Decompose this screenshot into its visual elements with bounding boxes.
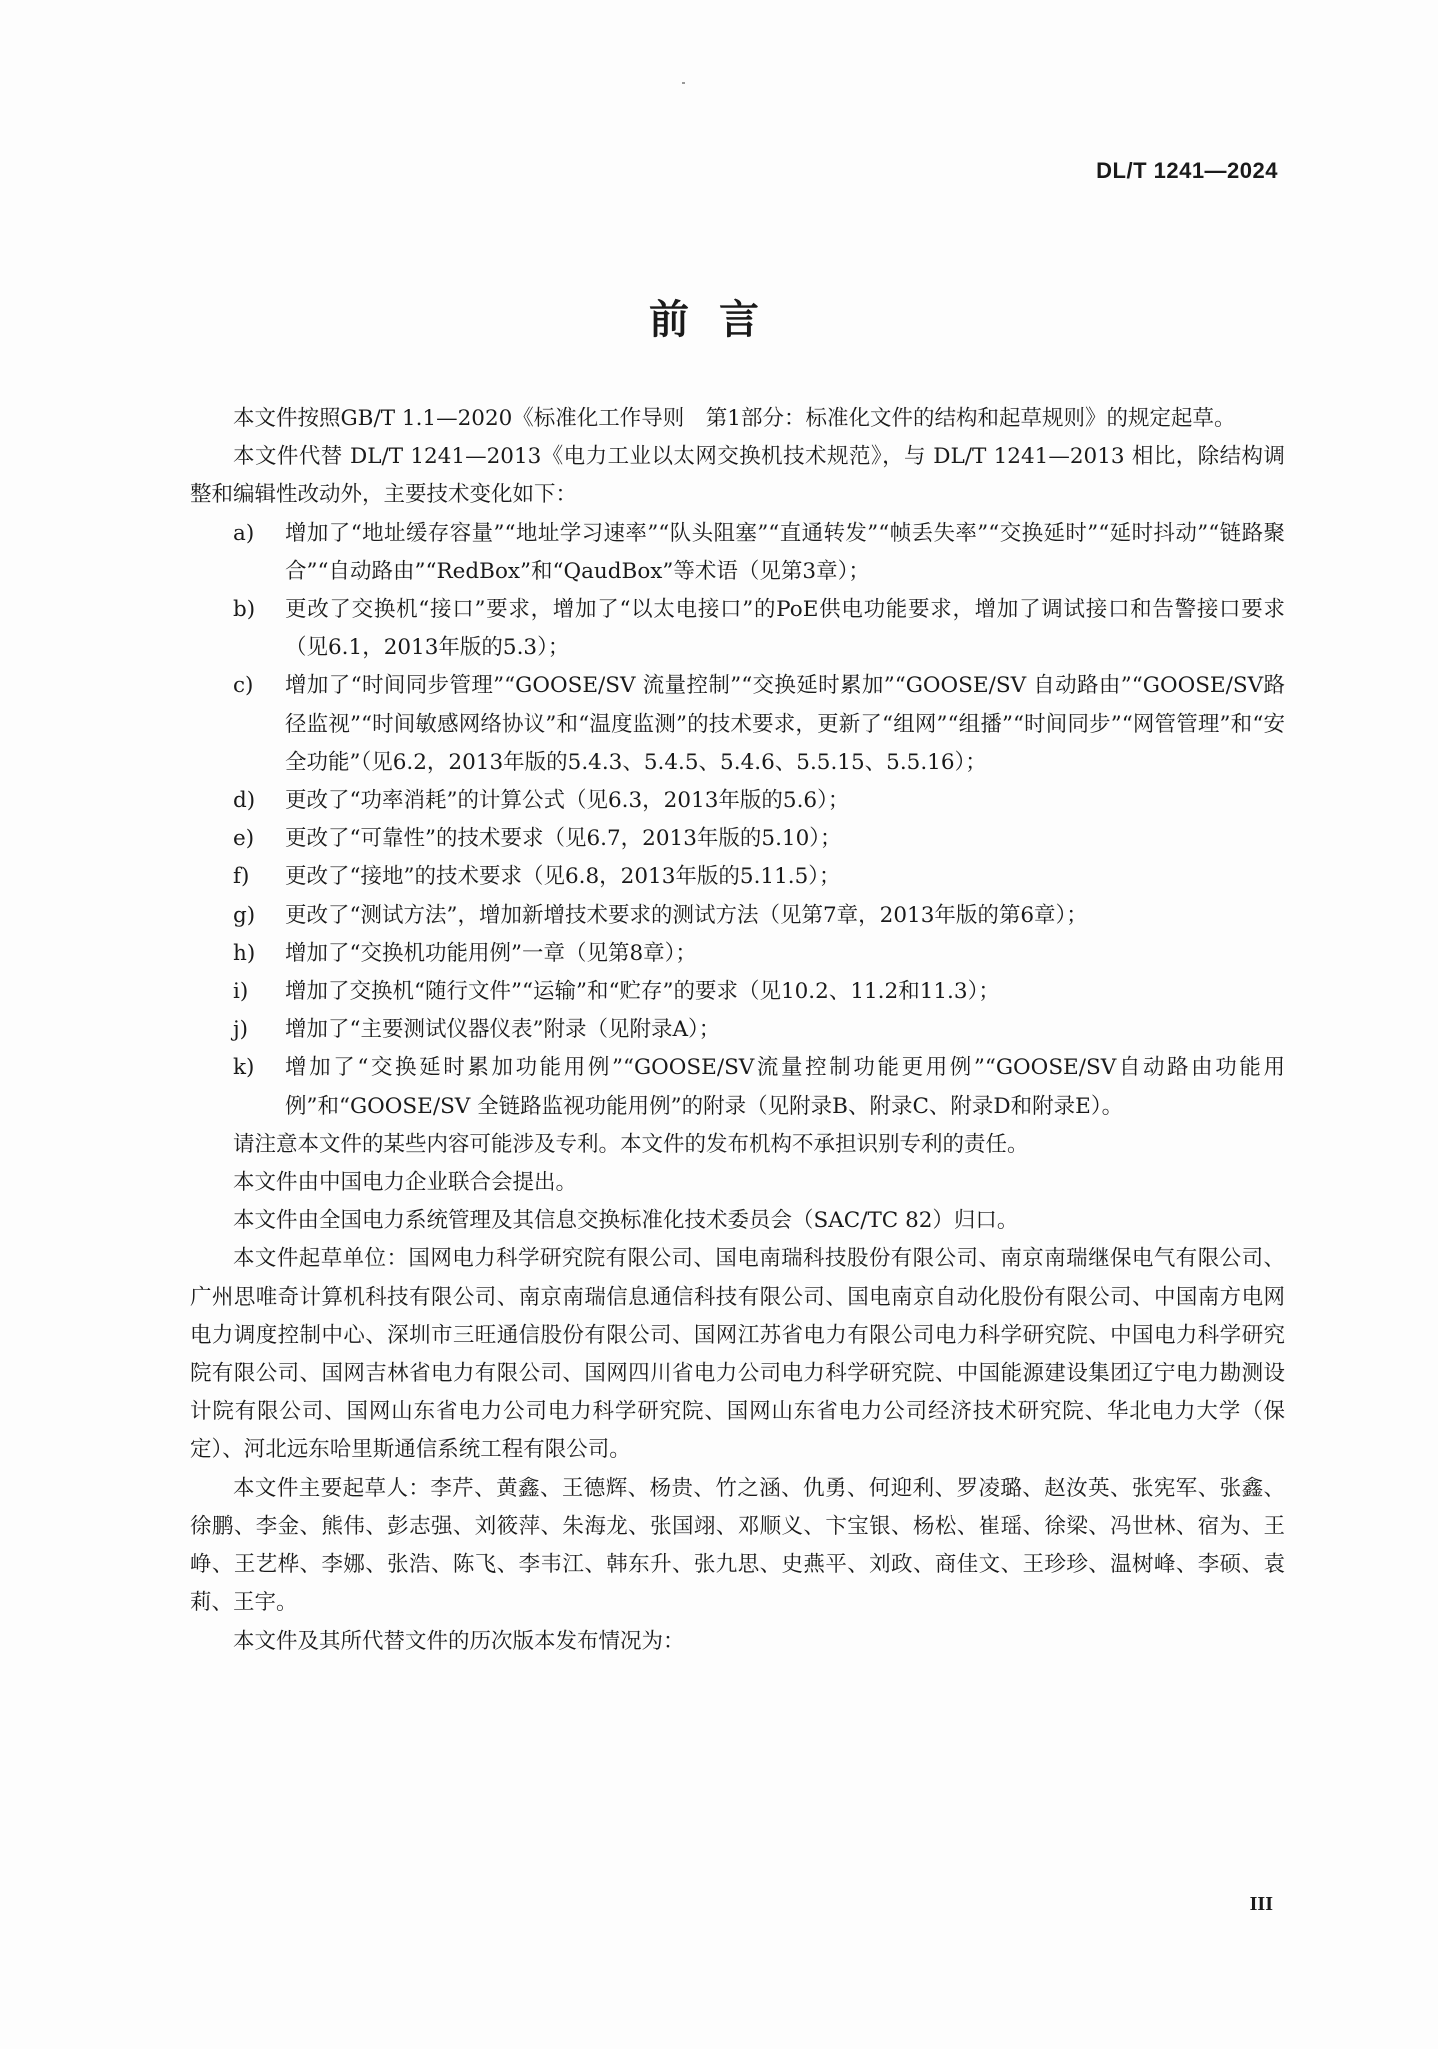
page-number: III xyxy=(1249,1893,1273,1915)
list-item-text: 更改了交换机“接口”要求，增加了“以太电接口”的PoE供电功能要求，增加了调试接口和告警接口要求（见6.1，2013年版的5.3）； xyxy=(285,597,1285,661)
list-item-text: 增加了“主要测试仪器仪表”附录（见附录A）； xyxy=(285,1017,721,1043)
list-item xyxy=(190,858,1285,896)
list-marker: g) xyxy=(233,902,256,928)
document-code: DL/T 1241—2024 xyxy=(1096,158,1278,183)
version-history-intro: 本文件及其所代替文件的历次版本发布情况为： xyxy=(233,1628,685,1654)
proposer-statement: 本文件由中国电力企业联合会提出。 xyxy=(233,1170,578,1196)
list-marker: b) xyxy=(233,597,256,623)
list-marker: f) xyxy=(233,864,250,890)
list-marker: h) xyxy=(233,940,256,966)
drafting-units: 本文件起草单位：国网电力科学研究院有限公司、国电南瑞科技股份有限公司、南京南瑞继保电气有限公司、广州思唯奇计算机科技有限公司、南京南瑞信息通信科技有限公司、国电南京自动化股份有限公司、中国南方电网电力调度控制中心、深圳市三旺通信股份有限公司、国网江苏省电力有限公司电力科学研究院、中国电力科学研究院有限公司、国网吉林省电力有限公司、国网四川省电力公司电力科学研究院、中国能源建设集团辽宁电力勘测设计院有限公司、国网山东省电力公司电力科学研究院、国网山东省电力公司经济技术研究院、华北电力大学（保定）、河北远东哈里斯通信系统工程有限公司。 xyxy=(190,1246,1285,1463)
list-item-text: 更改了“测试方法”，增加新增技术要求的测试方法（见第7章，2013年版的第6章）； xyxy=(285,902,1088,928)
list-marker: i) xyxy=(233,979,249,1005)
list-item xyxy=(190,591,1285,667)
foreword-body xyxy=(190,400,1285,1661)
list-item xyxy=(190,935,1285,973)
list-item xyxy=(190,515,1285,591)
list-item-text: 更改了“接地”的技术要求（见6.8，2013年版的5.11.5）； xyxy=(285,864,841,890)
list-item-text: 增加了“交换机功能用例”一章（见第8章）； xyxy=(285,940,697,966)
list-marker: j) xyxy=(233,1017,249,1043)
patent-notice: 请注意本文件的某些内容可能涉及专利。本文件的发布机构不承担识别专利的责任。 xyxy=(233,1131,1029,1157)
list-item-text: 更改了“可靠性”的技术要求（见6.7，2013年版的5.10）； xyxy=(285,826,842,852)
list-item xyxy=(190,667,1285,782)
list-item xyxy=(190,820,1285,858)
list-marker: d) xyxy=(233,788,256,814)
list-marker: k) xyxy=(233,1055,255,1081)
intro-paragraph-2: 本文件代替 DL/T 1241—2013《电力工业以太网交换机技术规范》，与 DL/T 1241—2013 相比，除结构调整和编辑性改动外，主要技术变化如下： xyxy=(190,444,1285,508)
list-item xyxy=(190,897,1285,935)
list-item xyxy=(190,1049,1285,1125)
page-title: 前言 xyxy=(649,297,789,343)
changes-list xyxy=(190,515,1285,1126)
list-item xyxy=(190,782,1285,820)
list-marker: e) xyxy=(233,826,255,852)
list-item-text: 增加了“交换延时累加功能用例”“GOOSE/SV流量控制功能更用例”“GOOSE/SV自动路由功能用例”和“GOOSE/SV 全链路监视功能用例”的附录（见附录B、附录C、附录D和附录E）。 xyxy=(285,1055,1285,1119)
list-item-text: 增加了“地址缓存容量”“地址学习速率”“队头阻塞”“直通转发”“帧丢失率”“交换延时”“延时抖动”“链路聚合”“自动路由”“RedBox”和“QaudBox”等术语（见第3章）； xyxy=(285,520,1285,584)
list-item-text: 增加了交换机“随行文件”“运输”和“贮存”的要求（见10.2、11.2和11.3）； xyxy=(285,979,1000,1005)
list-item xyxy=(190,973,1285,1011)
committee-statement: 本文件由全国电力系统管理及其信息交换标准化技术委员会（SAC/TC 82）归口。 xyxy=(233,1208,1019,1234)
scan-speck xyxy=(682,82,685,84)
list-marker: a) xyxy=(233,520,255,546)
list-item-text: 增加了“时间同步管理”“GOOSE/SV 流量控制”“交换延时累加”“GOOSE/SV 自动路由”“GOOSE/SV路径监视”“时间敏感网络协议”和“温度监测”的技术要求，更新了“组网”“组播”“时间同步”“网管管理”和“安全功能”（见6.2，2013年版的5.4.3、5.4.5、5.4.6、5.5.15、5.5.16）； xyxy=(285,673,1285,775)
list-marker: c) xyxy=(233,673,254,699)
list-item xyxy=(190,1011,1285,1049)
main-drafters: 本文件主要起草人：李芹、黄鑫、王德辉、杨贵、竹之涵、仇勇、何迎利、罗凌璐、赵汝英、张宪军、张鑫、徐鹏、李金、熊伟、彭志强、刘筱萍、朱海龙、张国翊、邓顺义、卞宝银、杨松、崔瑶、徐梁、冯世林、宿为、王峥、王艺桦、李娜、张浩、陈飞、李韦江、韩东升、张九思、史燕平、刘政、商佳文、王珍珍、温树峰、李硕、袁莉、王宇。 xyxy=(190,1475,1285,1616)
list-item-text: 更改了“功率消耗”的计算公式（见6.3，2013年版的5.6）； xyxy=(285,788,850,814)
intro-paragraph-1: 本文件按照GB/T 1.1—2020《标准化工作导则 第1部分：标准化文件的结构和起草规则》的规定起草。 xyxy=(233,406,1236,431)
